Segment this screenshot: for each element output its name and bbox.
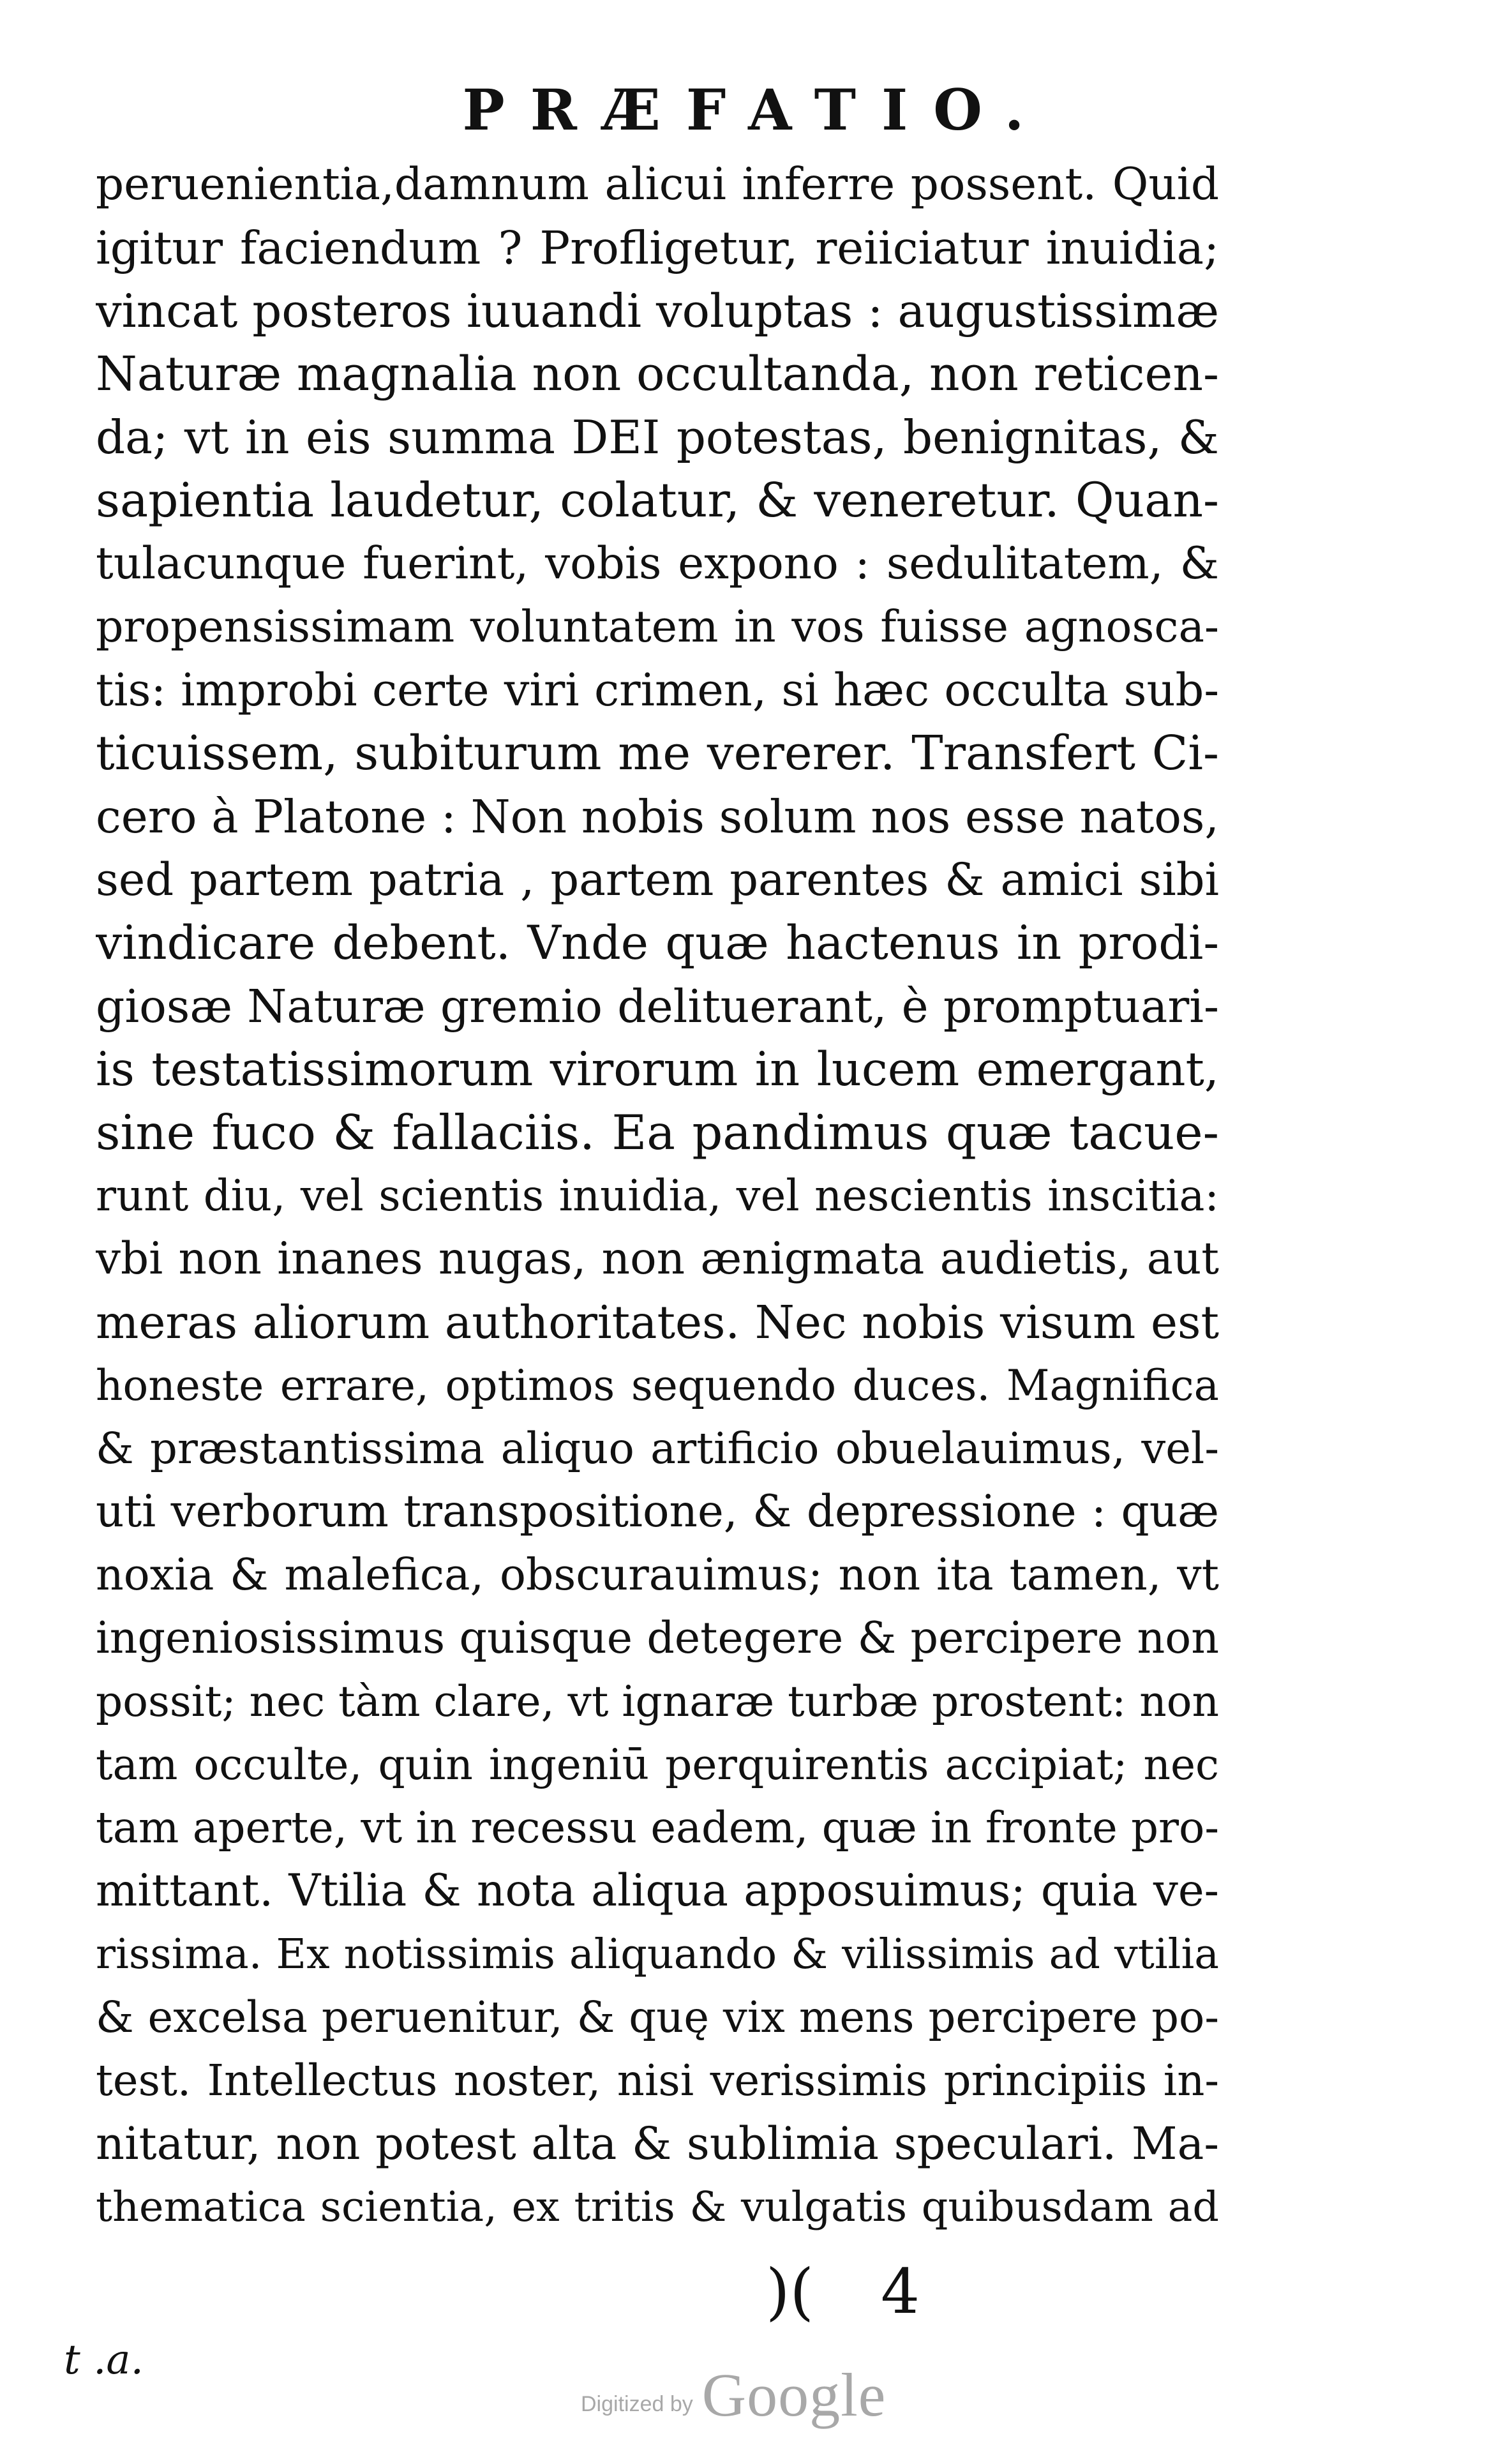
text-line: nitatur, non potest alta & sublimia speculari. Ma-: [96, 2117, 1219, 2170]
text-line: igitur faciendum ? Profligetur, reiiciatur inuidia;: [96, 222, 1219, 274]
text-line: meras aliorum authoritates. Nec nobis visum est: [96, 1296, 1219, 1349]
marginal-mark: t .a.: [64, 2336, 144, 2384]
text-line: peruenientia,damnum alicui inferre possent. Quid: [96, 159, 1219, 210]
text-line: sed partem patria , partem parentes & amici sibi: [96, 854, 1219, 906]
text-line: vincat posteros iuuandi voluptas : augustissimæ: [96, 284, 1219, 338]
text-line: vindicare debent. Vnde quæ hactenus in prodi-: [96, 916, 1219, 970]
text-line: Naturæ magnalia non occultanda, non reticen-: [96, 347, 1219, 402]
text-line: thematica scientia, ex tritis & vulgatis quibusdam ad: [96, 2183, 1219, 2231]
text-line: & præstantissima aliquo artificio obuelauimus, vel-: [96, 1424, 1219, 1473]
text-line: vbi non inanes nugas, non ænigmata audietis, aut: [96, 1233, 1219, 1284]
text-line: honeste errare, optimos sequendo duces. Magnifica: [96, 1361, 1219, 1410]
page-footer: [0, 2253, 1512, 2330]
text-line: mittant. Vtilia & nota aliqua apposuimus; quia ve-: [96, 1865, 1219, 1916]
text-line: tam occulte, quin ingeniū perquirentis accipiat; nec: [96, 1740, 1219, 1789]
text-line: da; vt in eis summa DEI potestas, benignitas, &: [96, 410, 1219, 464]
text-line: cero à Platone : Non nobis solum nos esse natos,: [96, 790, 1219, 843]
text-line: giosæ Naturæ gremio delituerant, è promptuari-: [96, 980, 1219, 1033]
text-line: noxia & malefica, obscurauimus; non ita tamen, vt: [96, 1550, 1219, 1600]
text-line: propensissimam voluntatem in vos fuisse agnosca-: [96, 602, 1219, 652]
page-number: 4: [881, 2256, 920, 2327]
text-line: uti verborum transpositione, & depressione : quæ: [96, 1486, 1219, 1537]
body-text: [96, 153, 1219, 2239]
text-line: ticuissem, subiturum me vererer. Transfert Ci-: [96, 726, 1219, 781]
text-line: tulacunque fuerint, vobis expono : sedulitatem, &: [96, 538, 1219, 589]
digitization-watermark: [581, 2356, 938, 2429]
text-line: tam aperte, vt in recessu eadem, quæ in fronte pro-: [96, 1803, 1219, 1853]
watermark-prefix: Digitized by: [581, 2392, 693, 2416]
text-line: tis: improbi certe viri crimen, si hæc occulta sub-: [96, 664, 1219, 716]
text-line: sine fuco & fallaciis. Ea pandimus quæ tacue-: [96, 1104, 1219, 1161]
text-line: sapientia laudetur, colatur, & veneretur. Quan-: [96, 473, 1219, 528]
text-line: & excelsa peruenitur, & quę vix mens percipere po-: [96, 1992, 1219, 2042]
text-line: ingeniosissimus quisque detegere & percipere non: [96, 1613, 1219, 1664]
signature-mark: )(: [766, 2256, 814, 2327]
watermark-logo: Google: [701, 2361, 887, 2429]
running-head: PRÆFATIO.: [462, 77, 1050, 143]
text-line: possit; nec tàm clare, vt ignaræ turbæ prostent: non: [96, 1677, 1219, 1726]
text-line: rissima. Ex notissimis aliquando & vilissimis ad vtilia: [96, 1930, 1219, 1978]
text-line: test. Intellectus noster, nisi verissimis principiis in-: [96, 2056, 1219, 2105]
text-line: runt diu, vel scientis inuidia, vel nescientis inscitia:: [96, 1171, 1219, 1221]
text-line: is testatissimorum virorum in lucem emergant,: [96, 1042, 1219, 1097]
